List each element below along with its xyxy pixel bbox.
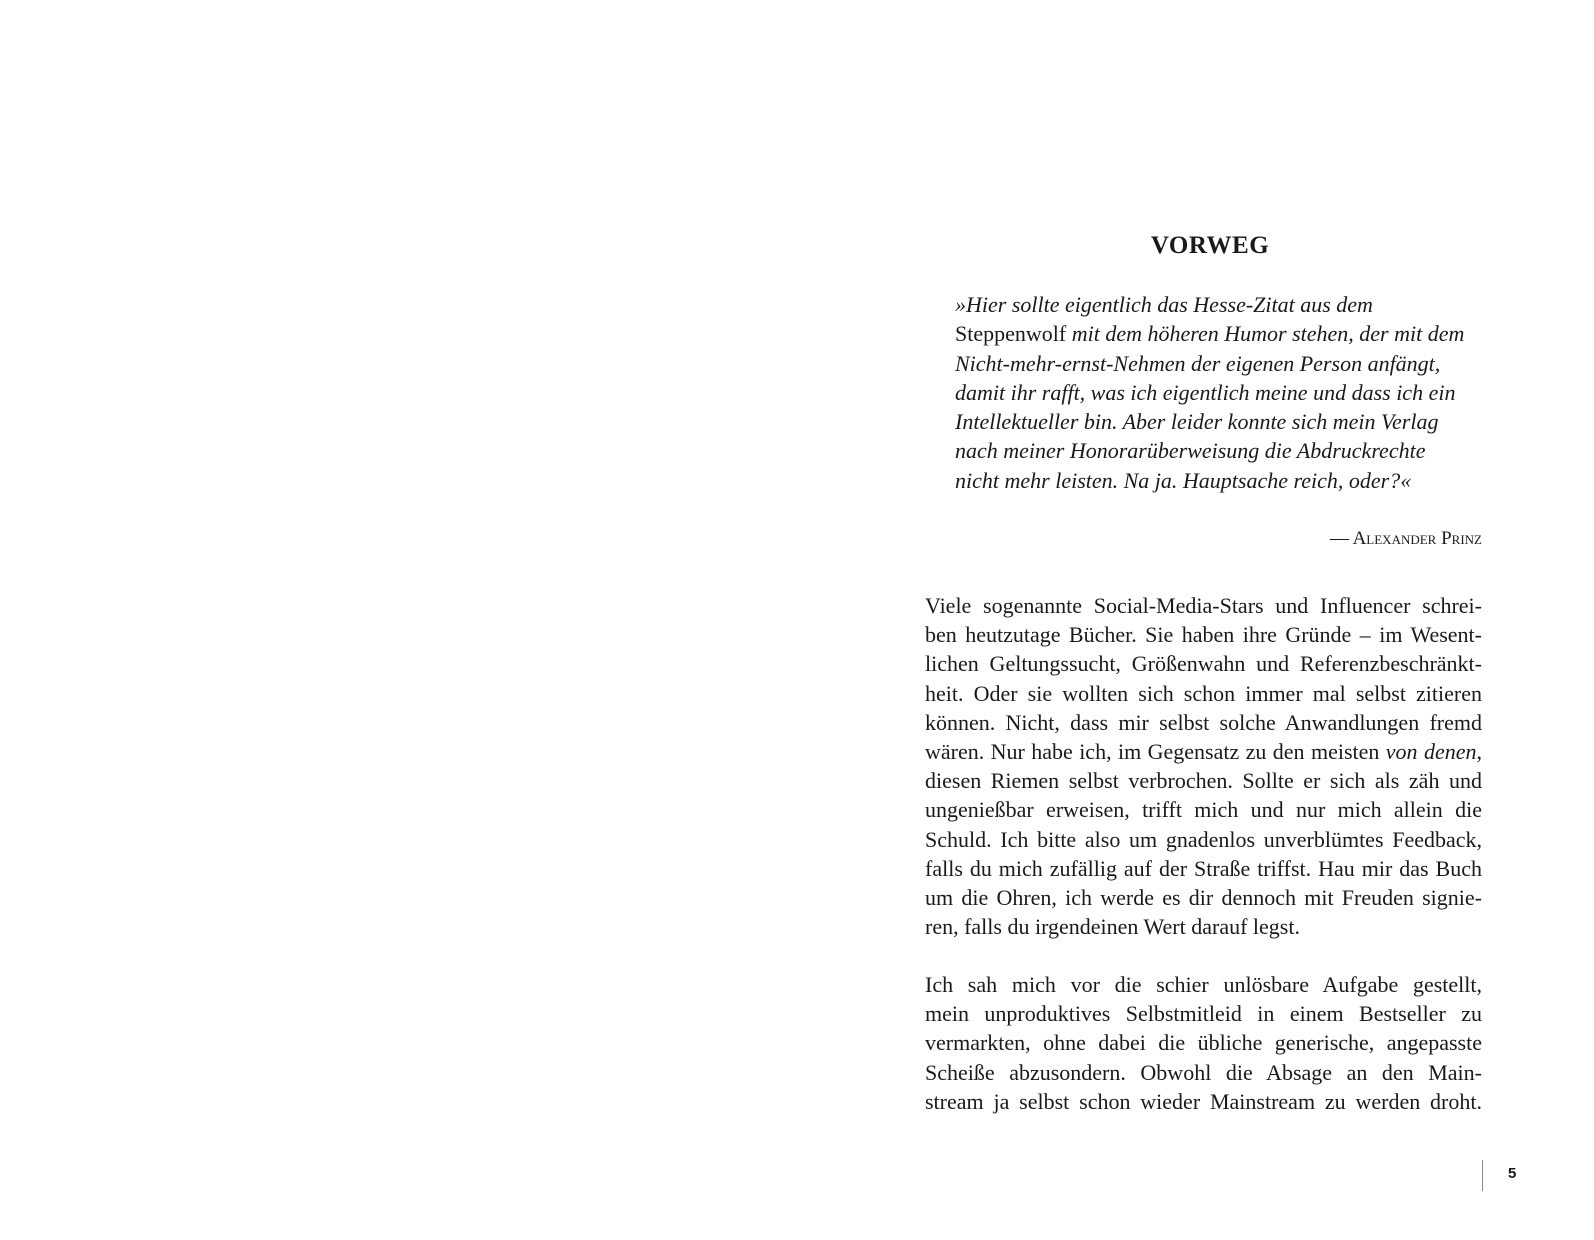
- epigraph-text: Nicht-mehr-ernst-Nehmen der eigenen Person anfängt,: [955, 350, 1441, 376]
- body-text: heit. Oder sie wollten sich schon immer mal selbst zitieren: [925, 680, 1482, 706]
- epigraph-line: [955, 378, 1495, 407]
- body-paragraph: [925, 970, 1482, 1116]
- body-text: vermarkten, ohne dabei die übliche generische, angepasste: [925, 1030, 1482, 1056]
- body-text: ungenießbar erweisen, trifft mich und nur mich allein die: [925, 797, 1482, 823]
- body-text: falls du mich zufällig auf der Straße triffst. Hau mir das Buch: [925, 855, 1482, 881]
- body-line: [925, 883, 1482, 912]
- body-text: Viele sogenannte Social-Media-Stars und Influencer schrei-: [925, 593, 1482, 618]
- body-text: stream ja selbst schon wieder Mainstream zu werden droht.: [925, 1088, 1482, 1114]
- body-text: Ich sah mich vor die schier unlösbare Aufgabe gestellt,: [925, 972, 1482, 997]
- epigraph: [955, 290, 1495, 495]
- body-text: ,: [1476, 739, 1482, 765]
- body-line: [925, 795, 1482, 824]
- folio-divider: [1482, 1160, 1483, 1191]
- epigraph-text: nach meiner Honorarüberweisung die Abdruckrechte: [955, 438, 1426, 464]
- body-line: [925, 999, 1482, 1028]
- body-line: [925, 591, 1482, 620]
- body-line: [925, 620, 1482, 649]
- body-line: [925, 1087, 1482, 1116]
- epigraph-line: [955, 349, 1495, 378]
- body-line: [925, 970, 1482, 999]
- epigraph-line: [955, 290, 1495, 319]
- body-line: [925, 737, 1482, 766]
- epigraph-text: Intellektueller bin. Aber leider konnte sich mein Verlag: [955, 409, 1439, 435]
- body-text: können. Nicht, dass mir selbst solche Anwandlungen fremd: [925, 709, 1482, 735]
- epigraph-line: [955, 407, 1495, 436]
- epigraph-text: »Hier sollte eigentlich das Hesse-Zitat aus dem: [955, 292, 1373, 317]
- epigraph-line: [955, 319, 1495, 348]
- epigraph-text: damit ihr rafft, was ich eigentlich meine und dass ich ein: [955, 379, 1456, 405]
- body-text: um die Ohren, ich werde es dir dennoch mit Freuden signie-: [925, 885, 1482, 911]
- epigraph-text: nicht mehr leisten. Na ja. Hauptsache reich, oder?«: [955, 467, 1412, 493]
- epigraph-line: [955, 466, 1495, 495]
- body-line: [925, 708, 1482, 737]
- emphasis-text: von denen: [1385, 739, 1477, 765]
- body-text: wären. Nur habe ich, im Gegensatz zu den meisten: [925, 739, 1386, 765]
- body-line: [925, 766, 1482, 795]
- book-title: Steppenwolf: [955, 321, 1067, 347]
- body-line: [925, 679, 1482, 708]
- body-text: ren, falls du irgendeinen Wert darauf legst.: [925, 914, 1300, 940]
- body-text: Schuld. Ich bitte also um gnadenlos unverblümtes Feedback,: [925, 826, 1482, 852]
- body-paragraph: [925, 591, 1482, 941]
- body-line: [925, 854, 1482, 883]
- body-line: [925, 1028, 1482, 1057]
- epigraph-attribution: — Alexander Prinz: [1329, 528, 1482, 549]
- body-line: [925, 649, 1482, 678]
- chapter-heading: VORWEG: [1150, 232, 1270, 259]
- body-text: lichen Geltungssucht, Größenwahn und Referenzbeschränkt-: [925, 651, 1482, 677]
- page-number: 5: [1508, 1165, 1517, 1182]
- body-text: Scheiße abzusondern. Obwohl die Absage an den Main-: [925, 1059, 1482, 1085]
- body-line: [925, 1058, 1482, 1087]
- body-text: diesen Riemen selbst verbrochen. Sollte er sich als zäh und: [925, 768, 1482, 794]
- body-line: [925, 825, 1482, 854]
- body-text: ben heutzutage Bücher. Sie haben ihre Gründe – im Wesent-: [925, 622, 1482, 648]
- epigraph-text: mit dem höheren Humor stehen, der mit dem: [1066, 321, 1465, 347]
- body-line: [925, 912, 1482, 941]
- body-text: mein unproduktives Selbstmitleid in einem Bestseller zu: [925, 1001, 1482, 1027]
- epigraph-line: [955, 436, 1495, 465]
